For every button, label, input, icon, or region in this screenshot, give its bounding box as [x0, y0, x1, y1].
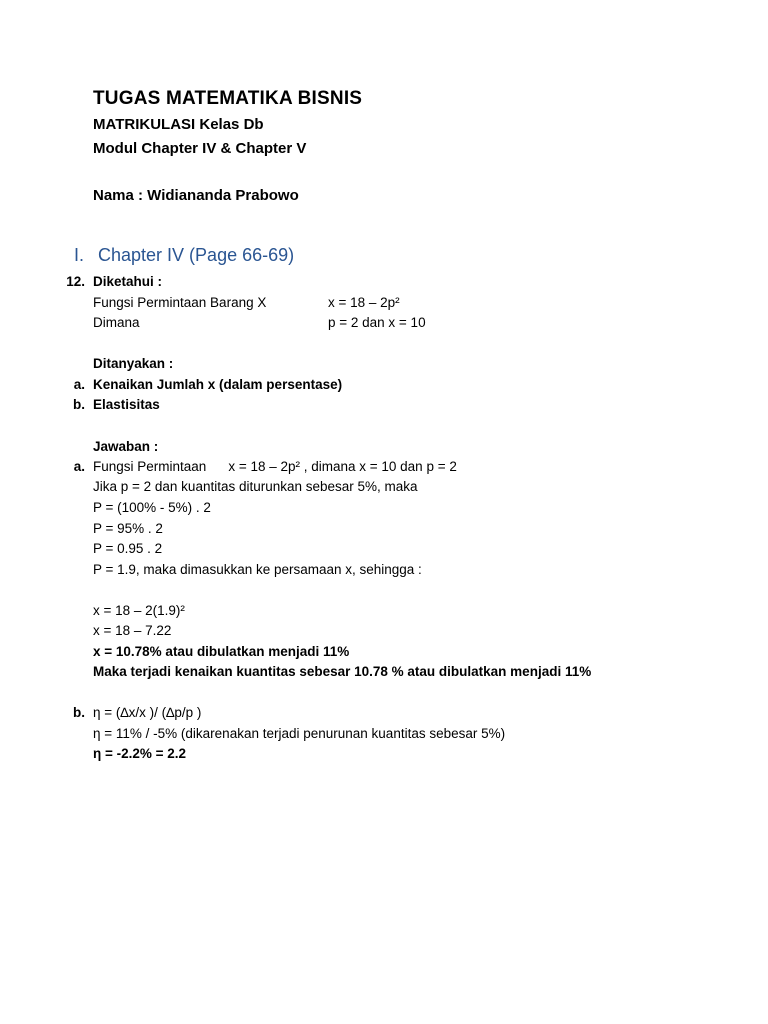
- answer-a-first-value: x = 18 – 2p² , dimana x = 10 dan p = 2: [228, 459, 457, 474]
- section-number: I.: [74, 245, 85, 265]
- class-line: MATRIKULASI Kelas Db: [93, 116, 264, 133]
- section-title: Chapter IV (Page 66-69): [98, 245, 295, 265]
- answer-line: η = (∆x/x )/ (∆p/p ): [93, 705, 202, 720]
- known-value: p = 2 dan x = 10: [328, 315, 426, 330]
- known-item: Dimana: [93, 315, 140, 330]
- answer-label: Jawaban :: [93, 439, 159, 454]
- known-label: Diketahui :: [93, 274, 163, 289]
- answer-line: η = 11% / -5% (dikarenakan terjadi penurunan kuantitas sebesar 5%): [93, 726, 506, 741]
- module-line: Modul Chapter IV & Chapter V: [93, 140, 307, 157]
- known-value: x = 18 – 2p²: [328, 295, 400, 310]
- document-title: TUGAS MATEMATIKA BISNIS: [93, 88, 363, 109]
- section-heading: [74, 245, 294, 266]
- conclusion-line: Maka terjadi kenaikan kuantitas sebesar 10.78 % atau dibulatkan menjadi 11%: [93, 664, 592, 679]
- answer-line: Jika p = 2 dan kuantitas diturunkan sebesar 5%, maka: [93, 479, 418, 494]
- answer-a-first-label: Fungsi Permintaan: [93, 459, 207, 474]
- problem-number: 12.: [66, 274, 85, 289]
- calc-line: x = 18 – 7.22: [93, 623, 172, 638]
- answer-line: P = 1.9, maka dimasukkan ke persamaan x, sehingga :: [93, 562, 422, 577]
- asked-item: Kenaikan Jumlah x (dalam persentase): [93, 377, 343, 392]
- answer-line: P = (100% - 5%) . 2: [93, 500, 211, 515]
- answer-a-first: [93, 458, 457, 476]
- list-marker: b.: [73, 397, 85, 412]
- list-marker: b.: [73, 705, 85, 720]
- answer-line: P = 95% . 2: [93, 521, 163, 536]
- list-marker: a.: [73, 377, 85, 392]
- asked-item: Elastisitas: [93, 397, 160, 412]
- list-marker: a.: [73, 459, 85, 474]
- calc-line: x = 18 – 2(1.9)²: [93, 603, 185, 618]
- answer-line: P = 0.95 . 2: [93, 541, 163, 556]
- asked-label: Ditanyakan :: [93, 356, 174, 371]
- result-line: x = 10.78% atau dibulatkan menjadi 11%: [93, 644, 350, 659]
- result-line: η = -2.2% = 2.2: [93, 746, 187, 761]
- known-item: Fungsi Permintaan Barang X: [93, 295, 267, 310]
- student-name: Nama : Widiananda Prabowo: [93, 187, 299, 204]
